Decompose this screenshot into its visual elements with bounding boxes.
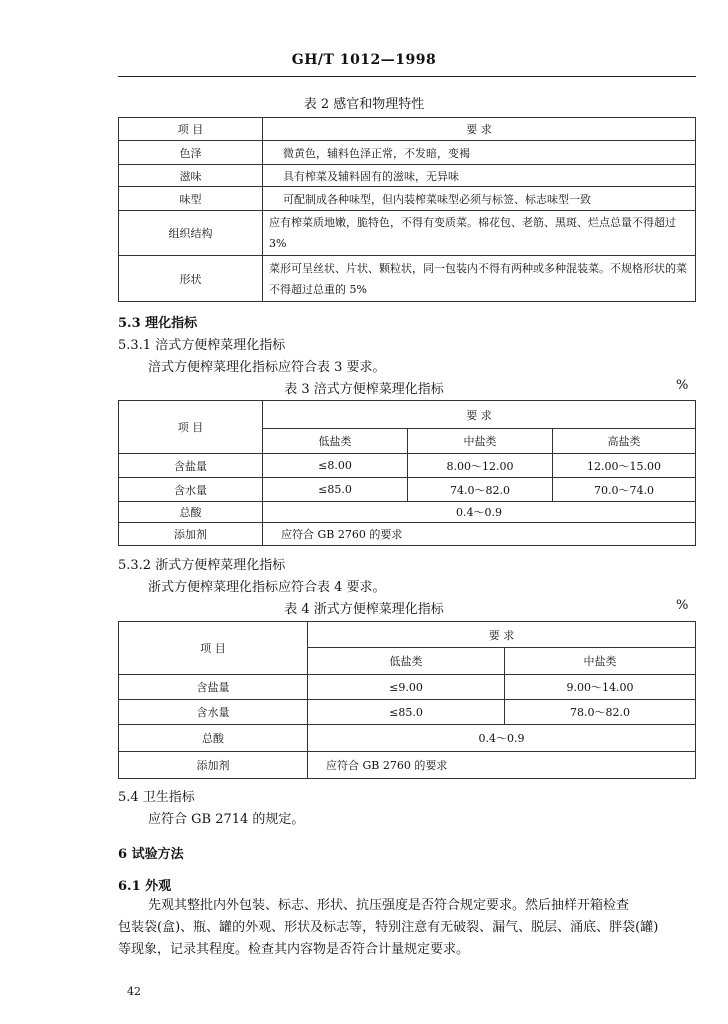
table3-salt-mid: 8.00～12.00 [408, 454, 553, 478]
section-5-3-1-title: 5.3.1 涪式方便榨菜理化指标 [118, 338, 286, 353]
table2-req: 微黄色，辅料色泽正常，不发暗，变褐 [263, 141, 696, 165]
table-row [119, 165, 696, 187]
table4-salt-low: ≤9.00 [308, 675, 505, 700]
section-5-3-title: 5.3 理化指标 [118, 316, 198, 331]
header-rule [118, 76, 696, 77]
table3-water-mid: 74.0～82.0 [408, 478, 553, 502]
section-6-title: 6 试验方法 [118, 847, 184, 862]
table4-head-req: 要 求 [308, 622, 696, 648]
table4-acid-value: 0.4～0.9 [308, 725, 696, 752]
table2-req: 菜形可呈丝状、片状、颗粒状，同一包装内不得有两种或多种混装菜。不规格形状的菜不得超过总重的 5% [263, 256, 696, 302]
table4-head-low: 低盐类 [308, 648, 505, 675]
table3-caption: 表 3 涪式方便榨菜理化指标 [284, 382, 444, 397]
table3-head-req: 要 求 [263, 401, 696, 429]
table2-item: 组织结构 [119, 211, 263, 256]
table-row [119, 502, 696, 523]
table2 [118, 117, 696, 302]
section-5-4-text: 应符合 GB 2714 的规定。 [148, 812, 305, 827]
table3 [118, 400, 696, 546]
section-5-3-2-text: 浙式方便榨菜理化指标应符合表 4 要求。 [148, 580, 386, 595]
table-row [119, 752, 696, 779]
table-row [119, 725, 696, 752]
table3-salt-low: ≤8.00 [263, 454, 408, 478]
table-row [119, 675, 696, 700]
table4-water-label: 含水量 [119, 700, 308, 725]
table2-req: 具有榨菜及辅料固有的滋味，无异味 [263, 165, 696, 187]
table3-water-low: ≤85.0 [263, 478, 408, 502]
table2-req: 可配制成各种味型，但内装榨菜味型必须与标签、标志味型一致 [263, 187, 696, 211]
table2-item: 滋味 [119, 165, 263, 187]
table3-water-high: 70.0～74.0 [553, 478, 696, 502]
table3-head-low: 低盐类 [263, 429, 408, 454]
section-6-1-line2: 包装袋(盒)、瓶、罐的外观、形状及标志等，特别注意有无破裂、漏气、脱层、涌底、胖袋(罐) [118, 920, 659, 935]
table2-head-req: 要 求 [263, 118, 696, 141]
section-5-3-2-title: 5.3.2 浙式方便榨菜理化指标 [118, 558, 286, 573]
table-row [119, 523, 696, 546]
table4-acid-label: 总酸 [119, 725, 308, 752]
table4-head-mid: 中盐类 [505, 648, 696, 675]
table-row [119, 141, 696, 165]
table4-caption: 表 4 浙式方便榨菜理化指标 [284, 602, 444, 617]
table3-head-high: 高盐类 [553, 429, 696, 454]
table4-salt-label: 含盐量 [119, 675, 308, 700]
table4-water-mid: 78.0～82.0 [505, 700, 696, 725]
table4-head-item: 项 目 [119, 622, 308, 675]
table3-salt-high: 12.00～15.00 [553, 454, 696, 478]
table-row [119, 118, 696, 141]
table2-caption: 表 2 感官和物理特性 [303, 97, 425, 112]
table3-head-mid: 中盐类 [408, 429, 553, 454]
table3-acid-value: 0.4～0.9 [263, 502, 696, 523]
table3-additive-value: 应符合 GB 2760 的要求 [263, 523, 696, 546]
table-row [119, 211, 696, 256]
table3-salt-label: 含盐量 [119, 454, 263, 478]
table2-item: 味型 [119, 187, 263, 211]
section-6-1-line1: 先观其整批内外包装、标志、形状、抗压强度是否符合规定要求。然后抽样开箱检查 [148, 898, 630, 913]
table-row [119, 187, 696, 211]
section-5-4-title: 5.4 卫生指标 [118, 790, 195, 805]
table3-unit: % [676, 378, 689, 393]
document-id: GH/T 1012—1998 [291, 52, 437, 68]
table3-water-label: 含水量 [119, 478, 263, 502]
table2-req: 应有榨菜质地嫩，脆特色，不得有变质菜。棉花包、老筋、黑斑、烂点总量不得超过 3% [263, 211, 696, 256]
table4 [118, 621, 696, 779]
table-row [119, 478, 696, 502]
table4-salt-mid: 9.00～14.00 [505, 675, 696, 700]
page-number: 42 [127, 985, 141, 998]
table3-acid-label: 总酸 [119, 502, 263, 523]
section-6-1-title: 6.1 外观 [118, 879, 172, 894]
table-row [119, 700, 696, 725]
section-5-3-1-text: 涪式方便榨菜理化指标应符合表 3 要求。 [148, 360, 386, 375]
table2-head-item: 项 目 [119, 118, 263, 141]
section-6-1-line3: 等现象，记录其程度。检查其内容物是否符合计量规定要求。 [118, 942, 470, 957]
table4-water-low: ≤85.0 [308, 700, 505, 725]
table4-additive-label: 添加剂 [119, 752, 308, 779]
table-row [119, 256, 696, 302]
table3-head-item: 项 目 [119, 401, 263, 454]
table4-additive-value: 应符合 GB 2760 的要求 [308, 752, 696, 779]
table-row [119, 401, 696, 429]
table2-item: 形状 [119, 256, 263, 302]
table3-additive-label: 添加剂 [119, 523, 263, 546]
table-row [119, 454, 696, 478]
table4-unit: % [676, 598, 689, 613]
table-row [119, 622, 696, 648]
table2-item: 色泽 [119, 141, 263, 165]
